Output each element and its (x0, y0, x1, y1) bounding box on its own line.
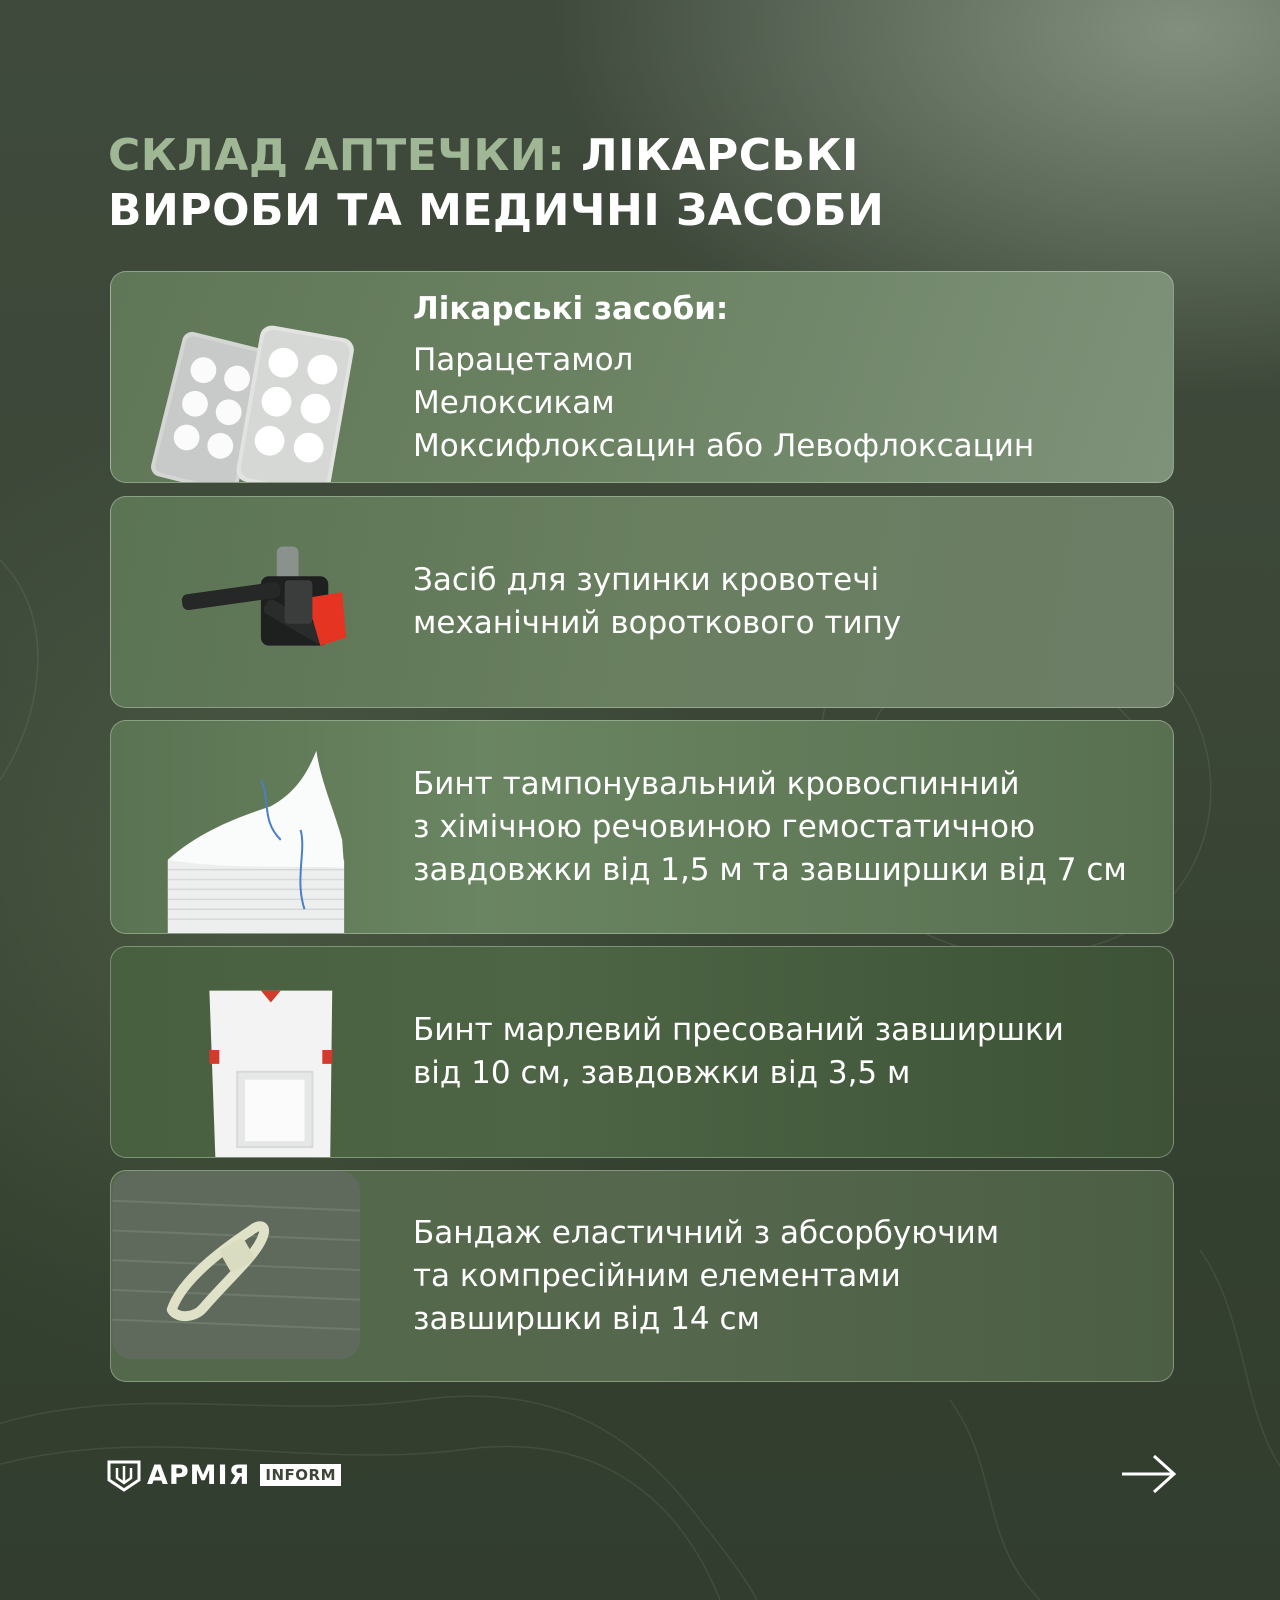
card-line: завширшки від 14 см (413, 1300, 760, 1337)
logo-badge: INFORM (260, 1464, 341, 1486)
tourniquet-icon (111, 497, 391, 707)
card-line: Парацетамол (413, 342, 634, 378)
card-line: механічний вороткового типу (413, 605, 902, 641)
card-line: завдовжки від 1,5 м та завширшки від 7 см (413, 851, 1127, 888)
pressed-gauze-pack-icon (111, 947, 391, 1157)
arrow-right-icon[interactable] (1120, 1452, 1178, 1496)
card-line: Бандаж еластичний з абсорбуючим (413, 1214, 1000, 1251)
title-line-2: ВИРОБИ ТА МЕДИЧНІ ЗАСОБИ (108, 185, 885, 236)
elastic-bandage-icon (111, 1171, 391, 1381)
card-heading: Лікарські засоби: (413, 291, 729, 327)
card-text (413, 1171, 1157, 1381)
title-rest: ЛІКАРСЬКІ (581, 130, 859, 181)
kit-item-pressed-gauze (110, 946, 1174, 1158)
title-accent: СКЛАД АПТЕЧКИ: (108, 130, 566, 181)
kit-item-elastic-bandage (110, 1170, 1174, 1382)
kit-item-hemostatic-gauze (110, 720, 1174, 934)
card-line: від 10 см, завдовжки від 3,5 м (413, 1055, 911, 1091)
card-line: Моксифлоксацин або Левофлоксацин (413, 428, 1035, 464)
card-text (413, 272, 1157, 482)
army-trident-icon (107, 1458, 141, 1492)
card-text (413, 497, 1157, 707)
brand-logo (107, 1458, 341, 1492)
logo-word: АРМІЯ (147, 1459, 251, 1491)
card-line: Бинт тампонувальний кровоспинний (413, 765, 1020, 802)
hemostatic-gauze-icon (111, 721, 391, 933)
kit-item-medicines (110, 271, 1174, 483)
kit-item-tourniquet (110, 496, 1174, 708)
pill-blister-icon (111, 272, 391, 482)
card-text (413, 947, 1157, 1157)
card-line: Бинт марлевий пресований завширшки (413, 1012, 1064, 1048)
card-line: з хімічною речовиною гемостатичною (413, 808, 1036, 845)
page-title (108, 128, 1188, 238)
card-line: Мелоксикам (413, 385, 615, 421)
card-line: Засіб для зупинки кровотечі (413, 562, 880, 598)
card-line: та компресійним елементами (413, 1257, 901, 1294)
card-text (413, 721, 1157, 933)
